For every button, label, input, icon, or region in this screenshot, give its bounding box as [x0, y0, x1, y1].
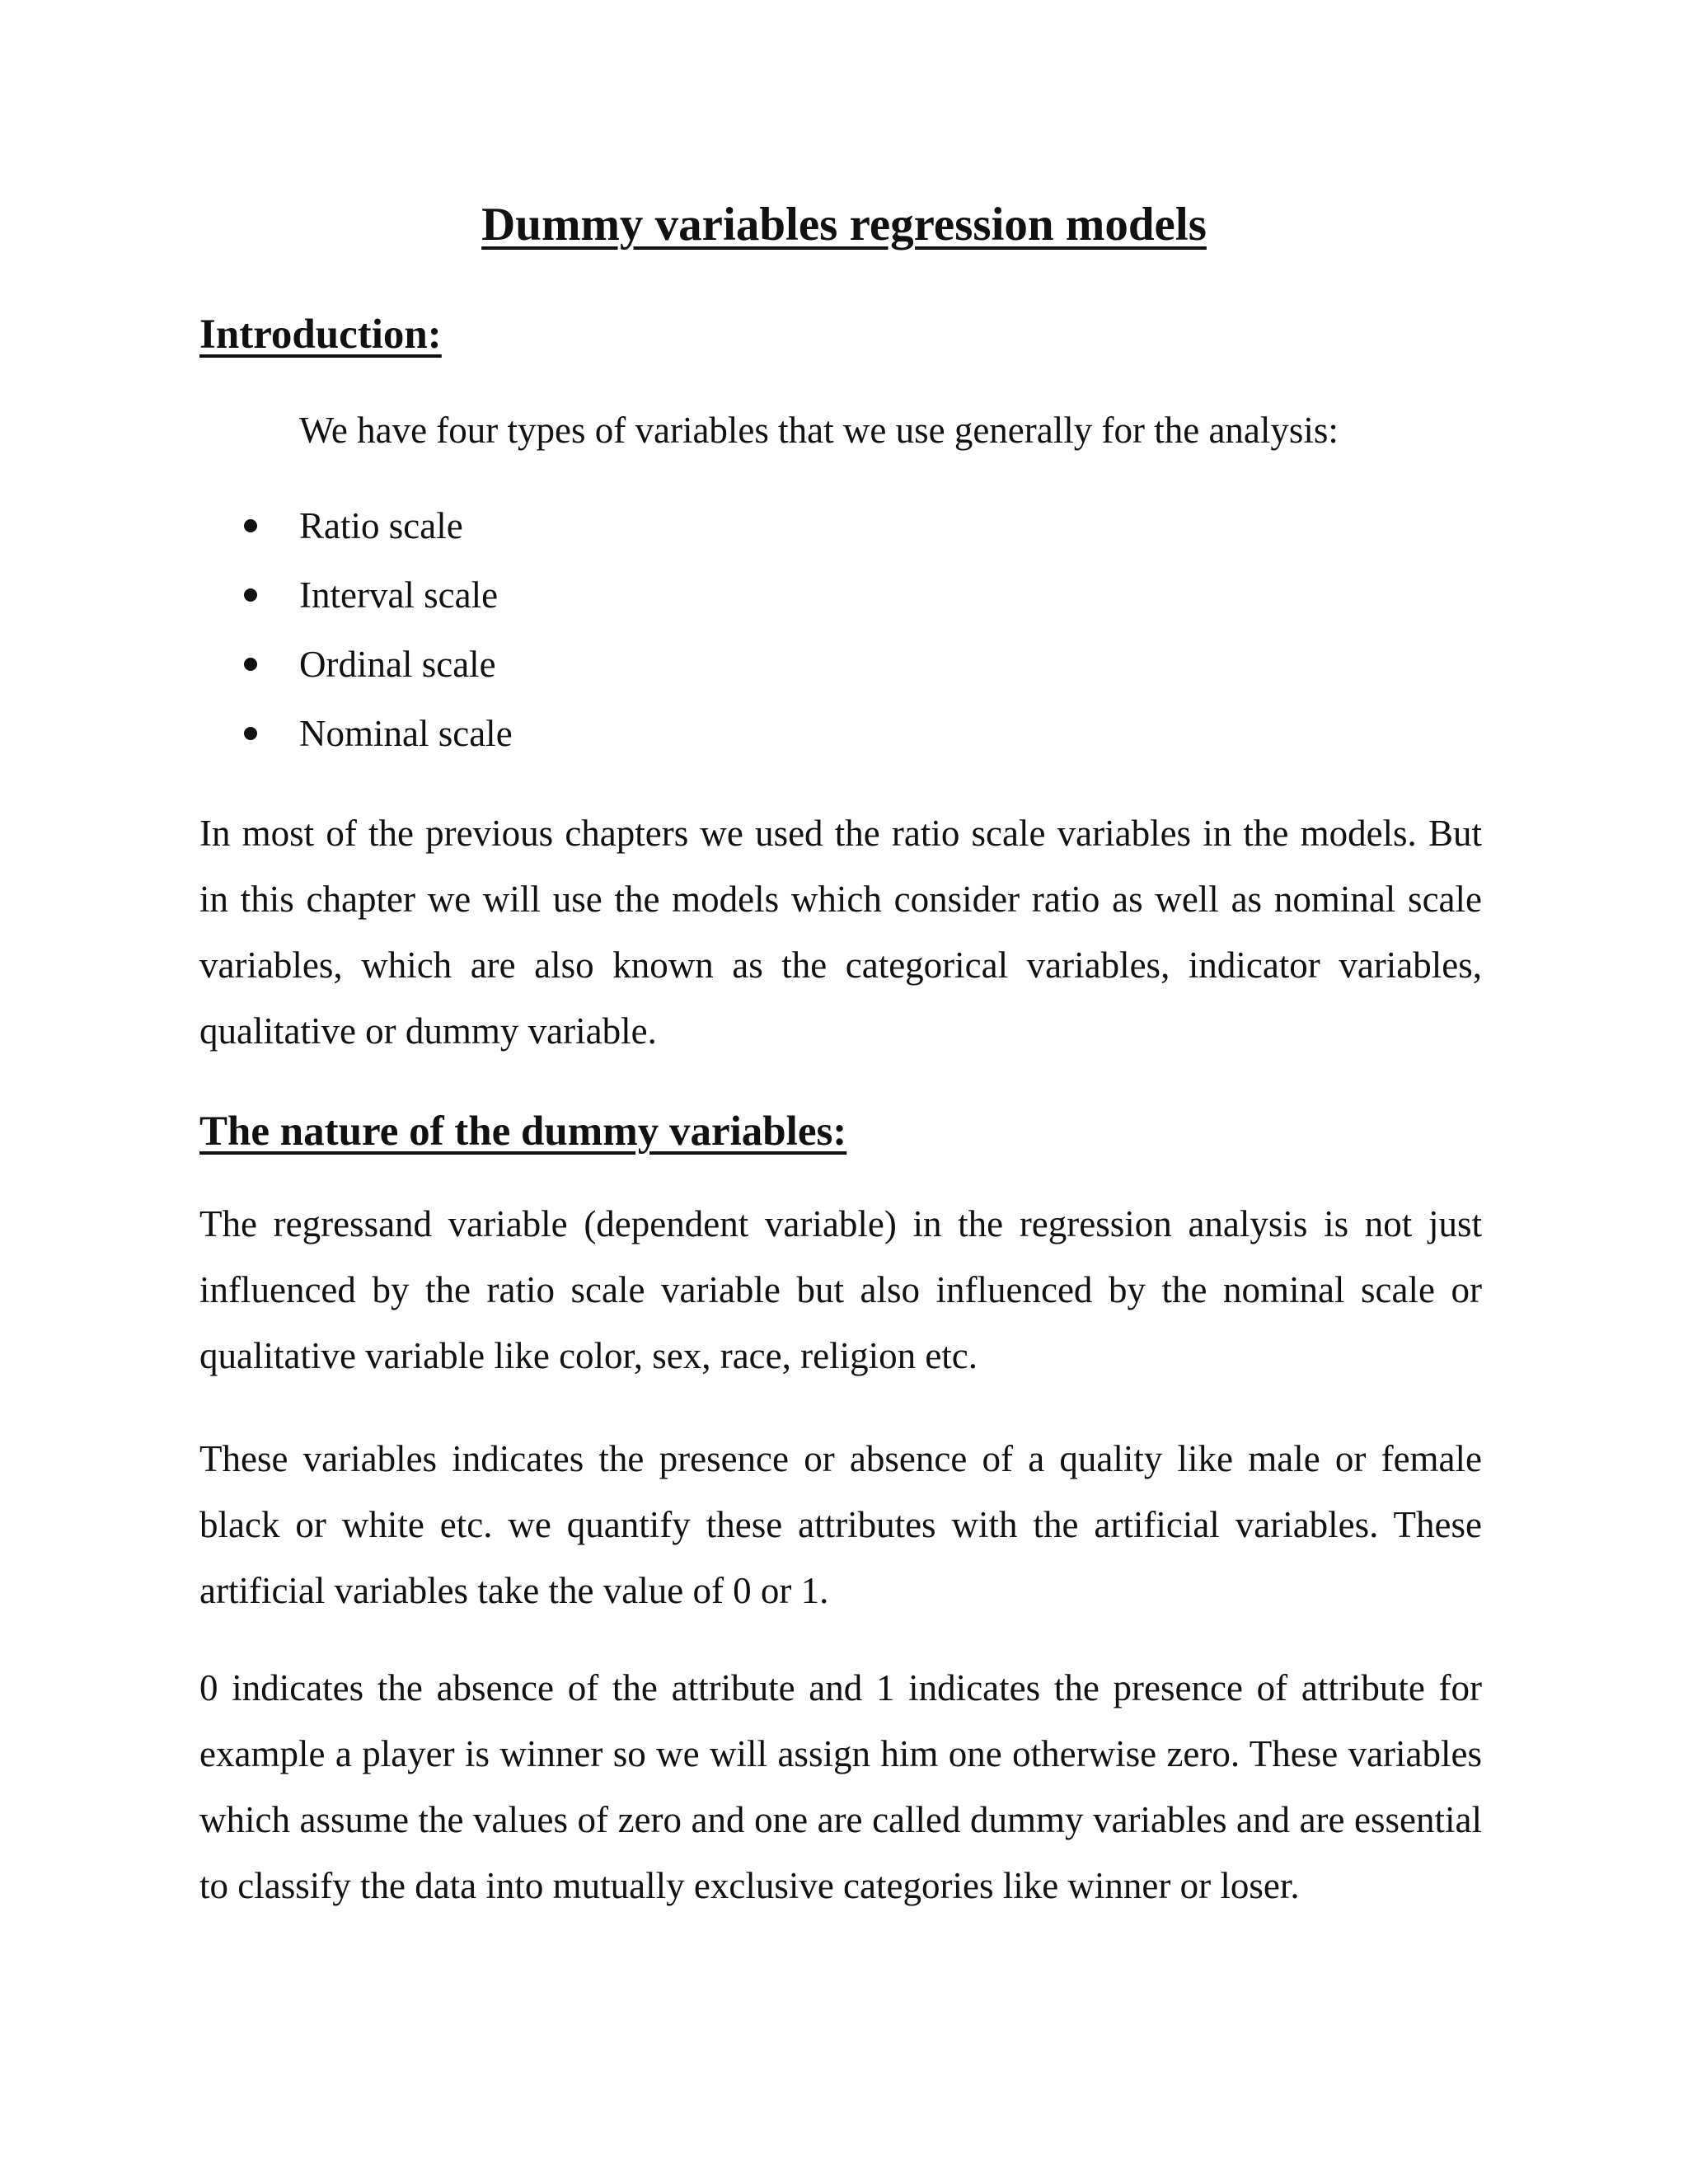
introduction-paragraph: In most of the previous chapters we used the ratio scale variables in the models. But in this chapter we will use the models which consider ratio as well as nominal scale variables, which are also known as the categorical variables, indicator variables, qualitative or dummy variable. [199, 813, 1482, 1052]
list-item [199, 709, 513, 778]
nature-paragraph-3: 0 indicates the absence of the attribute and 1 indicates the presence of attribute for example a player is winner so we will assign him one otherwise zero. These variables which assume the values of zero and one are called dummy variables and are essential to classify the data into mutually exclusive categories like winner or loser. [199, 1667, 1482, 1906]
list-item [199, 501, 513, 570]
document-title-text: Dummy variables regression models [481, 199, 1207, 251]
nature-paragraph-1: The regressand variable (dependent variable) in the regression analysis is not just influenced by the ratio scale variable but also influenced by the nominal scale or qualitative variable like color, sex, race, religion etc. [199, 1203, 1482, 1376]
bullet-icon [244, 588, 257, 602]
nature-heading: The nature of the dummy variables: [199, 1108, 847, 1155]
introduction-lead: We have four types of variables that we use generally for the analysis: [299, 410, 1339, 451]
list-item-text: Interval scale [299, 574, 499, 616]
document-title [0, 196, 1688, 254]
bullet-icon [244, 658, 257, 671]
list-item-text: Ordinal scale [299, 644, 496, 685]
list-item-text: Ratio scale [299, 505, 463, 546]
list-item [199, 640, 513, 709]
nature-paragraph-2: These variables indicates the presence or absence of a quality like male or female black or white etc. we quantify these attributes with the artificial variables. These artificial variables take the value of 0 or 1. [199, 1438, 1482, 1611]
scale-list [199, 501, 513, 778]
list-item [199, 570, 513, 640]
introduction-heading: Introduction: [199, 312, 442, 358]
list-item-text: Nominal scale [299, 713, 513, 754]
bullet-icon [244, 519, 257, 532]
bullet-icon [244, 727, 257, 740]
